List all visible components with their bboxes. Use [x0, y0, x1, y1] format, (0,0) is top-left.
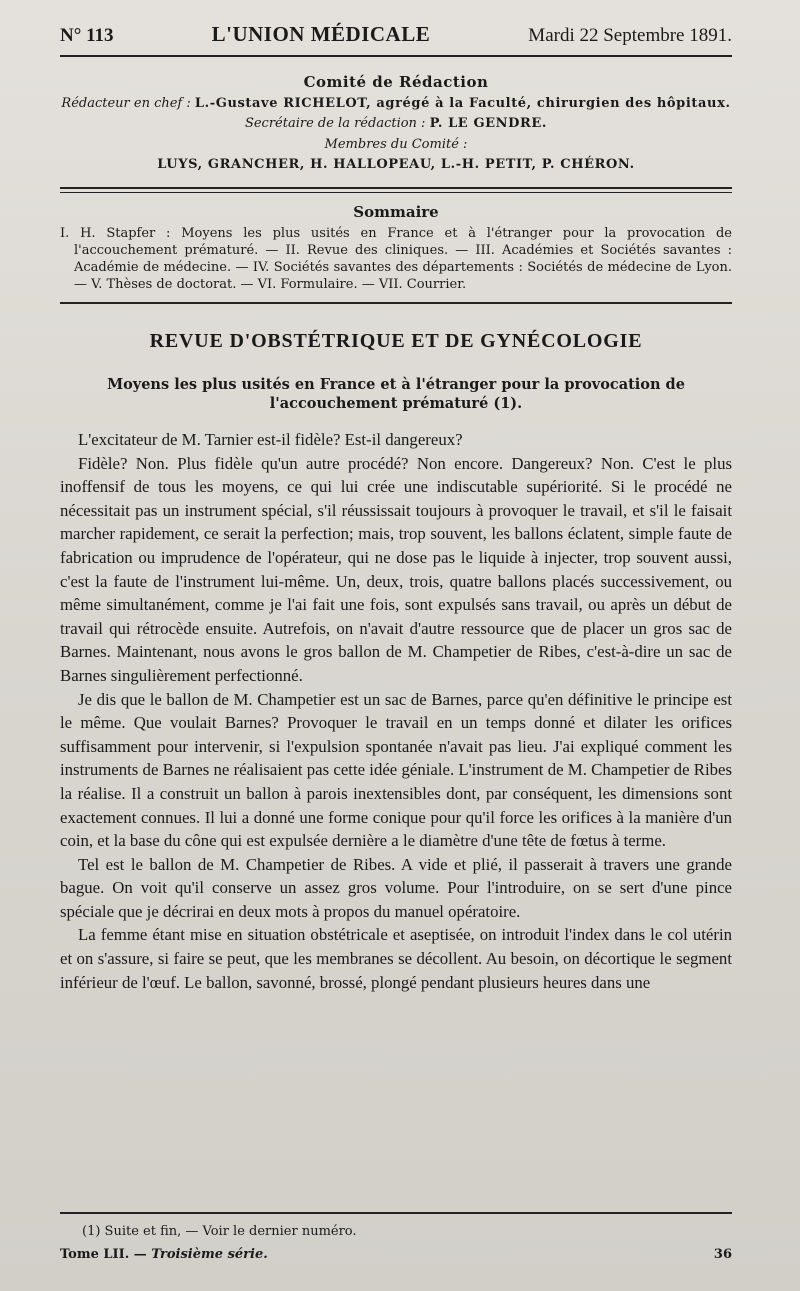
page-header — [60, 22, 732, 57]
issue-number: N° 113 — [60, 25, 114, 46]
page-number: 36 — [713, 1247, 732, 1262]
divider — [60, 187, 732, 193]
section-title: REVUE D'OBSTÉTRIQUE ET DE GYNÉCOLOGIE — [149, 329, 643, 352]
footnote: (1) Suite et fin, — Voir le dernier numéro. — [82, 1224, 357, 1239]
paragraph: L'excitateur de M. Tarnier est-il fidèle? Est-il dangereux? — [78, 430, 463, 449]
editorial-committee — [60, 71, 732, 175]
editor-line — [60, 94, 732, 114]
footer-row — [60, 1247, 732, 1262]
volume-label: Tome LII. — — [60, 1247, 147, 1262]
divider — [60, 302, 732, 304]
committee-title: Comité de Rédaction — [303, 73, 489, 91]
members-role: Membres du Comité : — [324, 136, 468, 152]
members-names: LUYS, GRANCHER, H. HALLOPEAU, L.-H. PETIT, P. CHÉRON. — [157, 156, 635, 172]
secretary-line — [60, 114, 732, 134]
volume-info — [60, 1247, 268, 1262]
journal-title: L'UNION MÉDICALE — [211, 22, 431, 46]
page-footer — [60, 1212, 732, 1262]
members-role-line — [60, 135, 732, 155]
issue-date: Mardi 22 Septembre 1891. — [528, 25, 732, 46]
editor-role: Rédacteur en chef : — [61, 96, 191, 112]
paragraph: Tel est le ballon de M. Champetier de Ribes. A vide et plié, il passerait à travers une grande bague. On voit qu'il conserve un assez gros volume. Pour l'introduire, on se sert d'une pince spéciale que je décrirai en deux mots à propos du manuel opératoire. — [60, 854, 732, 921]
paragraph: La femme étant mise en situation obstétricale et aseptisée, on introduit l'index dans le col utérin et on s'assure, si faire se peut, que les membranes se décollent. Au besoin, on décortique le segment inférieur de l'œuf. Le ballon, savonné, brossé, plongé pendant plusieurs heures dans une — [60, 925, 732, 992]
article-title: Moyens les plus usités en France et à l'étranger pour la provocation de l'accouchement prématuré (1). — [107, 375, 685, 413]
series-label: Troisième série. — [151, 1247, 268, 1262]
summary-text: I. H. Stapfer : Moyens les plus usités en France et à l'étranger pour la provocation de l'accouchement prématuré. — II. Revue des cliniques. — III. Académies et Sociétés savantes : Académie de médecine. — IV. Sociétés savantes des départements : Sociétés de médecine de Lyon. — V. Thèses de doctorat. — VI. Formulaire. — VII. Courrier. — [60, 226, 732, 292]
article-body — [60, 428, 732, 994]
secretary-name: P. LE GENDRE. — [429, 116, 548, 132]
secretary-role: Secrétaire de la rédaction : — [244, 116, 426, 132]
paragraph: Je dis que le ballon de M. Champetier est un sac de Barnes, parce qu'en définitive le principe est le même. Que voulait Barnes? Provoquer le travail en un temps donné et dilater les orifices suffisamment pour intervenir, si l'expulsion spontanée n'avait pas lieu. J'ai expliqué comment les instruments de Barnes ne réalisaient pas cette idée géniale. L'instrument de M. Champetier de Ribes la réalise. Il a construit un ballon à parois inextensibles dont, par conséquent, les dimensions sont exactement connues. Il lui a donné une forme conique pour qu'il force les orifices à la manière d'un coin, et la base du cône qui est expulsée dernière a le diamètre d'une tête de fœtus à terme. — [60, 689, 732, 851]
editor-name: L.-Gustave RICHELOT, agrégé à la Faculté, chirurgien des hôpitaux. — [194, 96, 731, 112]
paragraph: Fidèle? Non. Plus fidèle qu'un autre procédé? Non encore. Dangereux? Non. C'est le plus inoffensif de tous les moyens, ce qui lui crée une indiscutable supériorité. Si le procédé ne nécessitait pas un instrument spécial, s'il réussissait toujours à provoquer le travail, et s'il le faisait marcher rapidement, ce serait la perfection; mais, trop souvent, les ballons éclatent, simple faute de fabrication ou imprudence de l'opérateur, qui ne dose pas le liquide à injecter, trop souvent aussi, c'est la faute de l'instrument lui-même. Un, deux, trois, quatre ballons placés successivement, ou même simultanément, comme je l'ai fait une fois, sont expulsés sans travail, ou après un début de travail qui rétrocède ensuite. Autrefois, on n'avait d'autre ressource que de placer un gros sac de Barnes. Maintenant, nous avons le gros ballon de M. Champetier de Ribes, c'est-à-dire un sac de Barnes singulièrement perfectionné. — [60, 453, 732, 685]
summary-title: Sommaire — [353, 202, 439, 221]
summary — [60, 203, 732, 294]
